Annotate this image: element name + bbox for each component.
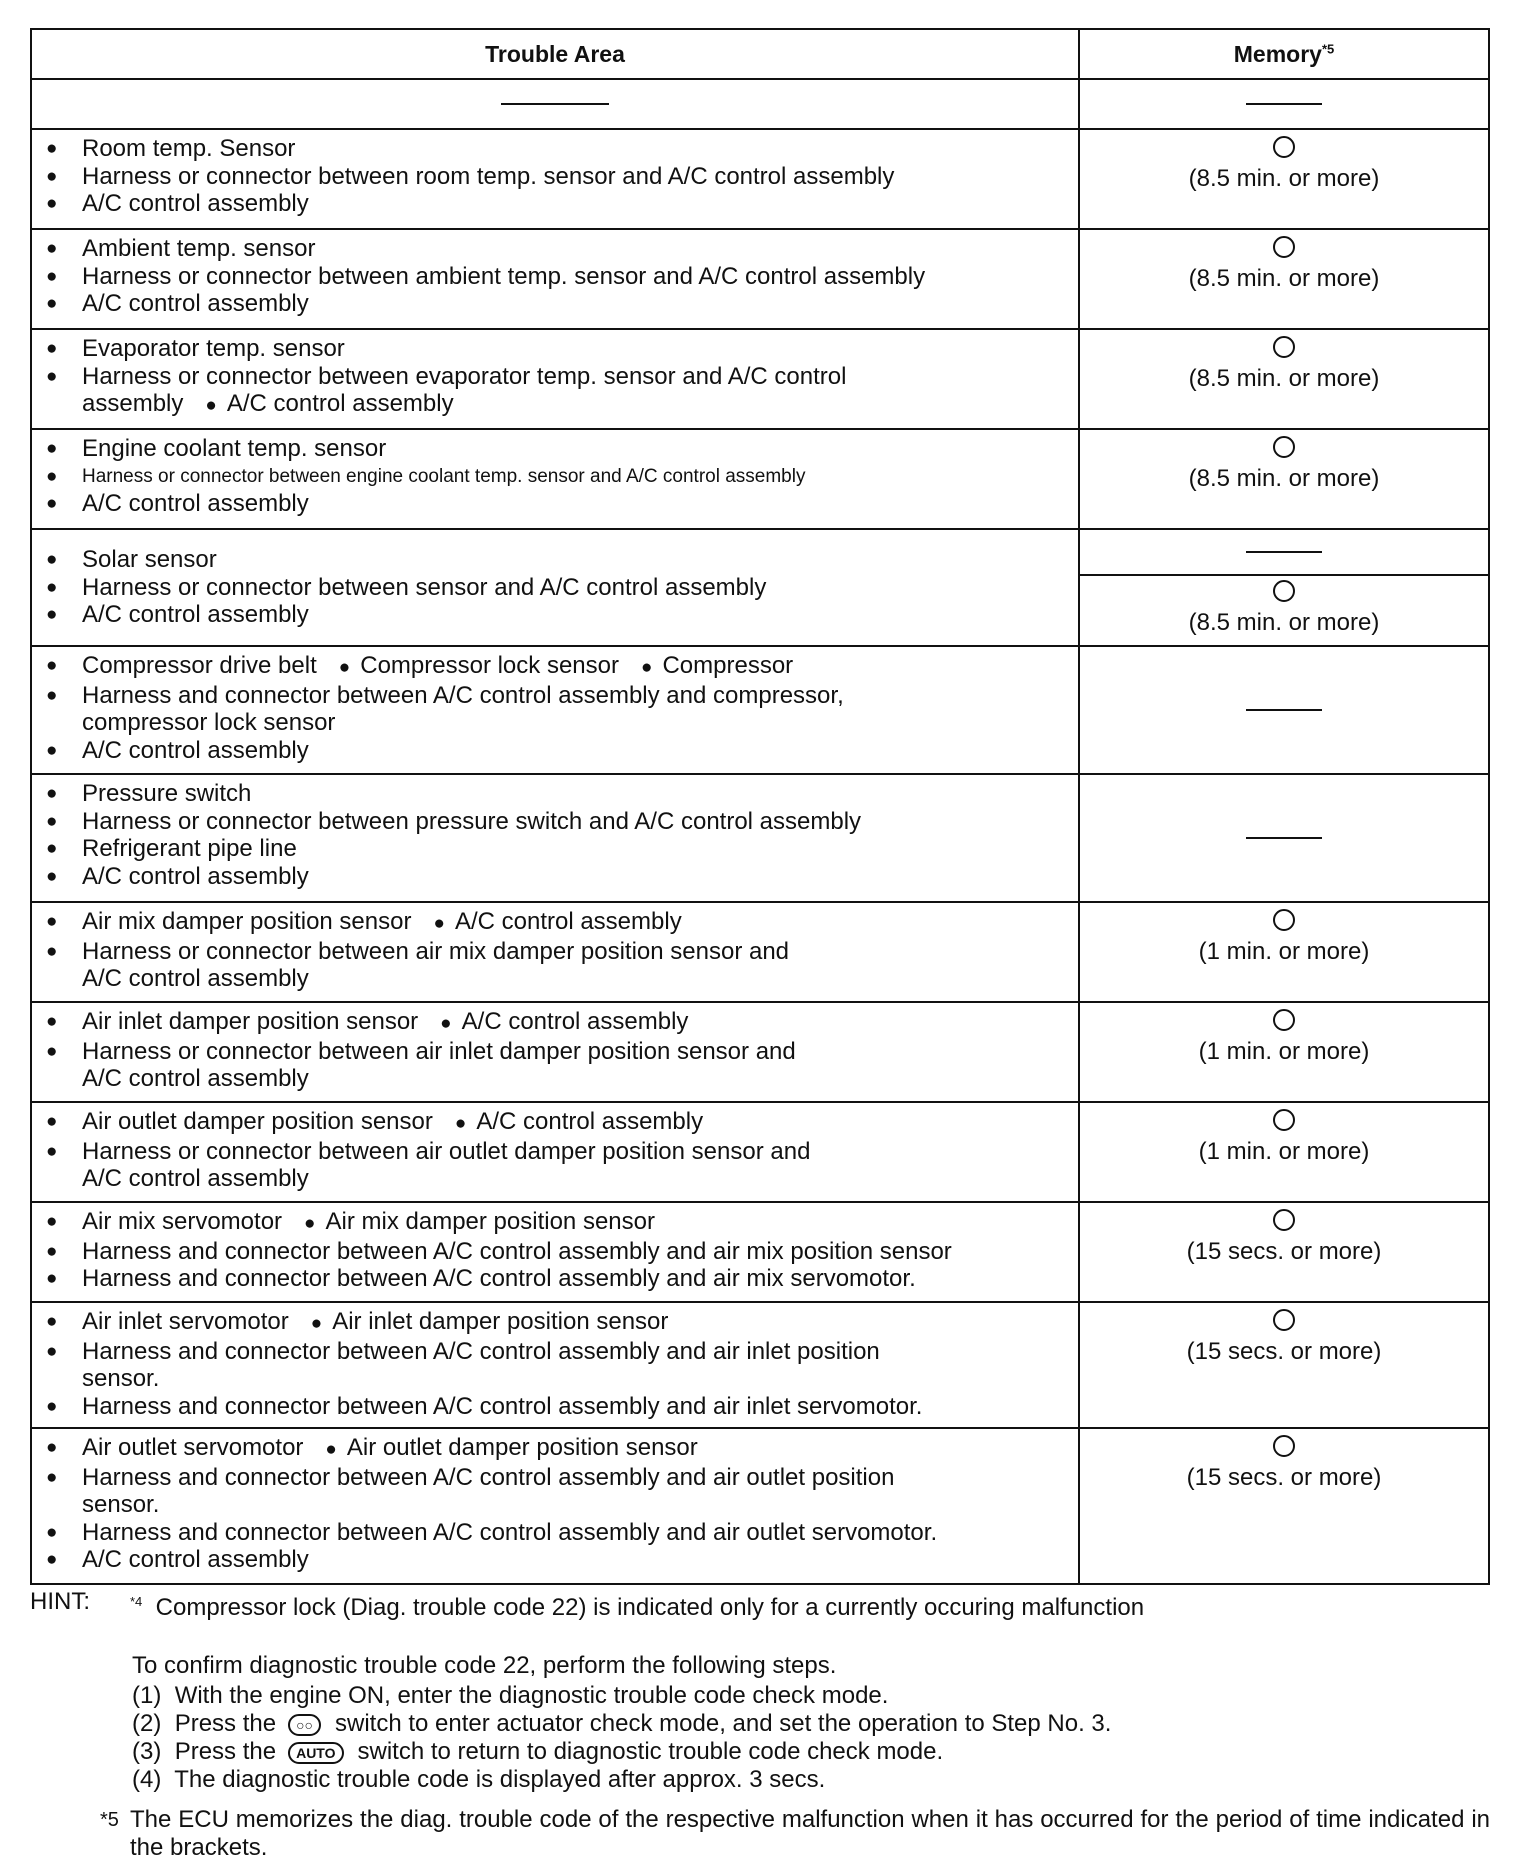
circle-mark — [1273, 136, 1295, 158]
memory-cell — [1079, 774, 1489, 902]
list-item: ● Harness and connector between A/C control assembly and air outlet position — [46, 1464, 1068, 1492]
circle-mark — [1273, 1209, 1295, 1231]
list-item: ● Pressure switch — [46, 780, 1068, 808]
list-item: ● Harness and connector between A/C control assembly and air mix servomotor. — [46, 1265, 1068, 1293]
area-cell — [31, 529, 1079, 646]
memory-cell — [1079, 1002, 1489, 1102]
auto-switch-icon: AUTO — [288, 1742, 343, 1764]
dash-mark — [1246, 837, 1322, 839]
list-item: ● Engine coolant temp. sensor — [46, 435, 1068, 463]
memory-cell — [1079, 1202, 1489, 1302]
dash-mark — [501, 103, 609, 105]
list-item: ● A/C control assembly — [46, 1546, 1068, 1574]
trouble-area-table — [30, 28, 1490, 1585]
list-item: ● Solar sensor — [46, 546, 1068, 574]
list-item: ● Air inlet damper position sensor● A/C control assembly — [46, 1008, 1068, 1038]
area-cell — [31, 902, 1079, 1002]
memory-cell — [1079, 1102, 1489, 1202]
table-row — [31, 1202, 1489, 1302]
table-row — [31, 529, 1489, 646]
list-item: ● Harness and connector between A/C control assembly and air mix position sensor — [46, 1238, 1068, 1266]
hint-label: HINT: — [30, 1588, 90, 1615]
area-cell — [31, 774, 1079, 902]
circle-mark — [1273, 909, 1295, 931]
table-row — [31, 129, 1489, 229]
area-cell — [31, 1202, 1079, 1302]
list-item: ● A/C control assembly — [46, 863, 1068, 891]
list-item: ● A/C control assembly — [46, 490, 1068, 518]
list-item: ● Air outlet servomotor● Air outlet damper position sensor — [46, 1434, 1068, 1464]
list-item: ● Harness or connector between pressure switch and A/C control assembly — [46, 808, 1068, 836]
dash-mark — [1246, 709, 1322, 711]
memory-cell — [1079, 646, 1489, 774]
list-item: ● Air mix damper position sensor● A/C control assembly — [46, 908, 1068, 938]
table-row — [31, 429, 1489, 529]
list-item: ● Air mix servomotor● Air mix damper position sensor — [46, 1208, 1068, 1238]
header-memory: Memory$^{*5}$ — [1079, 29, 1489, 79]
steps-block — [132, 1652, 1111, 1794]
circle-mark — [1273, 1435, 1295, 1457]
table-row — [31, 329, 1489, 429]
list-item: ● A/C control assembly — [46, 190, 1068, 218]
area-cell — [31, 1002, 1079, 1102]
list-item: assembly● A/C control assembly — [46, 390, 1068, 420]
table-row — [31, 1302, 1489, 1428]
area-cell — [31, 329, 1079, 429]
memory-cell — [1079, 79, 1489, 129]
circle-mark — [1273, 1009, 1295, 1031]
memory-duration: (15 secs. or more) — [1186, 1463, 1382, 1491]
list-item: ● Harness and connector between A/C control assembly and compressor, — [46, 682, 1068, 710]
note-4: $^{*4}$ Compressor lock (Diag. trouble code 22) is indicated only for a currently occuring malfunction — [130, 1594, 1145, 1621]
area-cell — [31, 1102, 1079, 1202]
memory-cell — [1079, 902, 1489, 1002]
area-cell — [31, 429, 1079, 529]
list-item: ● Harness and connector between A/C control assembly and air inlet servomotor. — [46, 1393, 1068, 1421]
circle-mark — [1273, 436, 1295, 458]
list-item: ● Room temp. Sensor — [46, 135, 1068, 163]
list-item: ● Refrigerant pipe line — [46, 835, 1068, 863]
memory-duration: (8.5 min. or more) — [1188, 364, 1380, 392]
memory-duration: (8.5 min. or more) — [1188, 264, 1380, 292]
note-5: *5 The ECU memorizes the diag. trouble code of the respective malfunction when it has occurred for the period of time indicated in the brackets. — [100, 1806, 1490, 1861]
list-item: ● Harness and connector between A/C control assembly and air outlet servomotor. — [46, 1519, 1068, 1547]
memory-cell — [1079, 529, 1489, 646]
table-row — [31, 646, 1489, 774]
list-item: ● A/C control assembly — [46, 601, 1068, 629]
list-item: ● Harness or connector between evaporator temp. sensor and A/C control — [46, 363, 1068, 391]
table-row — [31, 1428, 1489, 1584]
memory-duration: (15 secs. or more) — [1186, 1237, 1382, 1265]
car-switch-icon: ○○ — [288, 1714, 321, 1736]
memory-duration: (15 secs. or more) — [1186, 1337, 1382, 1365]
area-cell — [31, 1428, 1079, 1584]
circle-mark — [1273, 336, 1295, 358]
dash-mark — [1246, 551, 1322, 553]
memory-duration: (1 min. or more) — [1198, 937, 1370, 965]
list-item: ● Evaporator temp. sensor — [46, 335, 1068, 363]
list-item: ● A/C control assembly — [46, 737, 1068, 765]
list-item: ● Harness or connector between air outlet damper position sensor and — [46, 1138, 1068, 1166]
table-row — [31, 1102, 1489, 1202]
area-cell — [31, 646, 1079, 774]
memory-duration: (1 min. or more) — [1198, 1037, 1370, 1065]
list-item: ● Air outlet damper position sensor● A/C control assembly — [46, 1108, 1068, 1138]
circle-mark — [1273, 236, 1295, 258]
memory-cell — [1079, 329, 1489, 429]
list-item: ● Harness or connector between ambient temp. sensor and A/C control assembly — [46, 263, 1068, 291]
step-3: (3) Press the AUTO switch to return to diagnostic trouble code check mode. — [132, 1738, 944, 1765]
table-row — [31, 902, 1489, 1002]
list-item: ● Ambient temp. sensor — [46, 235, 1068, 263]
list-item: ● Harness or connector between air mix damper position sensor and — [46, 938, 1068, 966]
list-item: ● Harness and connector between A/C control assembly and air inlet position — [46, 1338, 1068, 1366]
table-row — [31, 79, 1489, 129]
list-item: sensor. — [82, 1491, 160, 1518]
circle-mark — [1273, 1309, 1295, 1331]
table-row — [31, 774, 1489, 902]
list-item: ● Air inlet servomotor● Air inlet damper position sensor — [46, 1308, 1068, 1338]
circle-mark — [1273, 580, 1295, 602]
list-item: A/C control assembly — [82, 1165, 309, 1192]
memory-duration: (8.5 min. or more) — [1188, 164, 1380, 192]
table-header-row — [31, 29, 1489, 79]
step-2: (2) Press the ○○ switch to enter actuator check mode, and set the operation to Step No. 3. — [132, 1710, 1112, 1737]
memory-duration: (1 min. or more) — [1198, 1137, 1370, 1165]
step-4: (4) The diagnostic trouble code is displayed after approx. 3 secs. — [132, 1766, 826, 1793]
memory-subcell — [1080, 530, 1488, 576]
area-cell — [31, 129, 1079, 229]
list-item: ● Harness or connector between engine coolant temp. sensor and A/C control assembly — [46, 463, 1068, 491]
list-item: A/C control assembly — [82, 1065, 309, 1092]
circle-mark — [1273, 1109, 1295, 1131]
list-item: ● Harness or connector between room temp. sensor and A/C control assembly — [46, 163, 1068, 191]
area-cell — [31, 79, 1079, 129]
dash-mark — [1246, 103, 1322, 105]
memory-cell — [1079, 129, 1489, 229]
header-trouble-area: Trouble Area — [31, 29, 1079, 79]
steps-intro: To confirm diagnostic trouble code 22, perform the following steps. — [132, 1652, 837, 1679]
memory-cell — [1079, 429, 1489, 529]
list-item: compressor lock sensor — [82, 709, 336, 736]
list-item: ● Harness or connector between sensor and A/C control assembly — [46, 574, 1068, 602]
table-row — [31, 1002, 1489, 1102]
memory-cell — [1079, 229, 1489, 329]
list-item: ● A/C control assembly — [46, 290, 1068, 318]
area-cell — [31, 1302, 1079, 1428]
memory-cell — [1079, 1302, 1489, 1428]
memory-cell — [1079, 1428, 1489, 1584]
list-item: A/C control assembly — [82, 965, 309, 992]
memory-duration: (8.5 min. or more) — [1188, 608, 1380, 636]
list-item: ● Harness or connector between air inlet damper position sensor and — [46, 1038, 1068, 1066]
area-cell — [31, 229, 1079, 329]
step-1: (1) With the engine ON, enter the diagnostic trouble code check mode. — [132, 1682, 889, 1709]
table-row — [31, 229, 1489, 329]
list-item: ● Compressor drive belt● Compressor lock sensor● Compressor — [46, 652, 1068, 682]
list-item: sensor. — [82, 1365, 160, 1392]
memory-duration: (8.5 min. or more) — [1188, 464, 1380, 492]
